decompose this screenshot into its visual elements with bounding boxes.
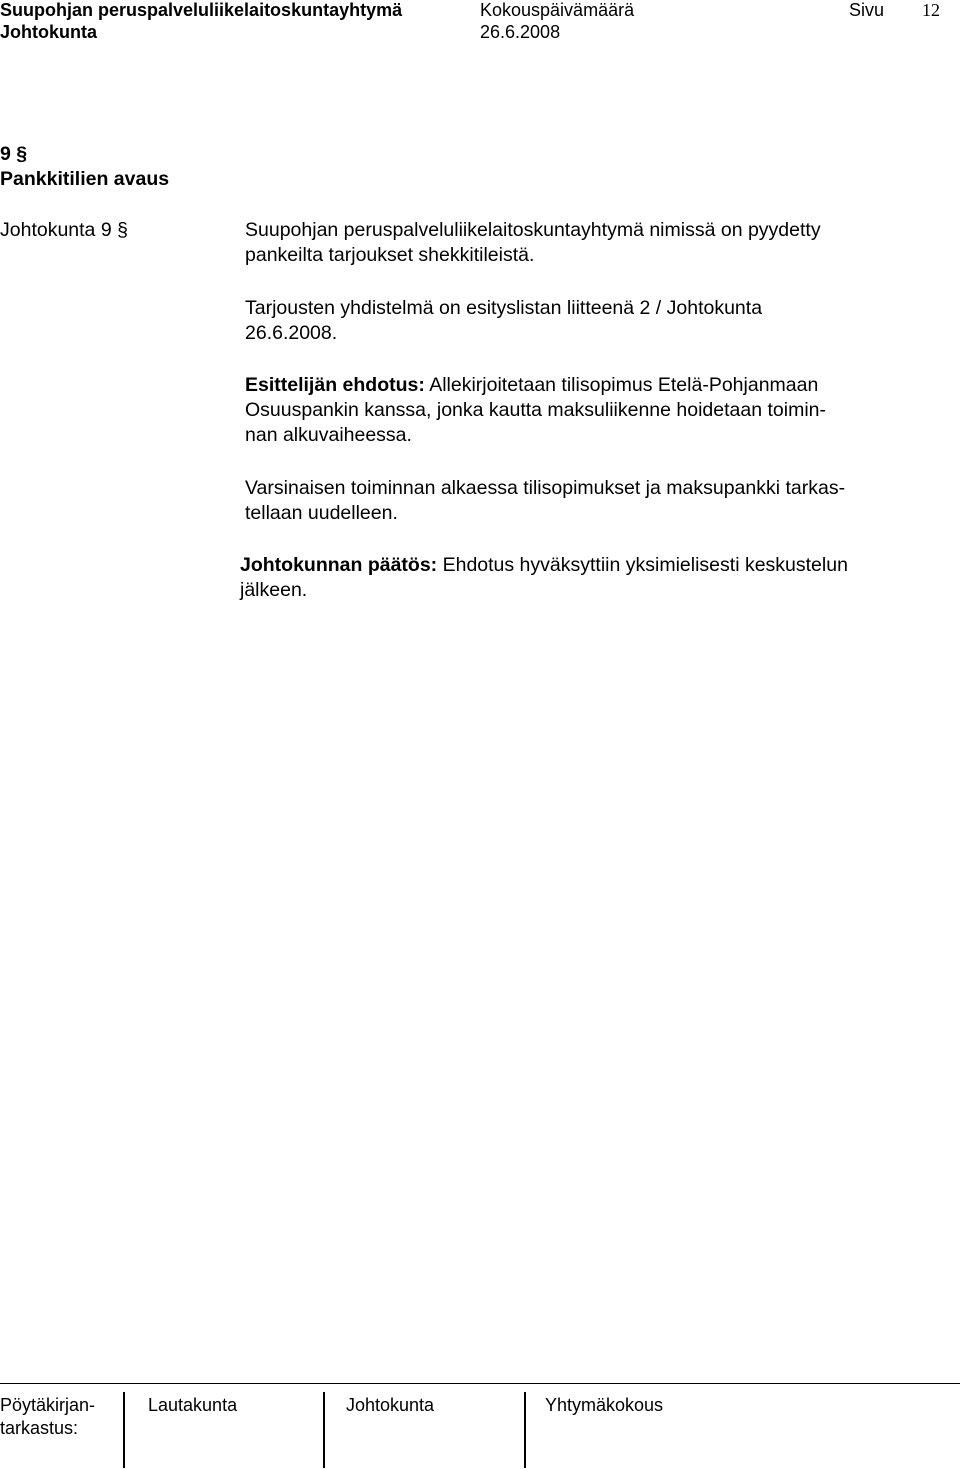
- section-number: 9 §: [0, 143, 28, 165]
- paragraph-request: [245, 218, 955, 268]
- proposal-label: Esittelijän ehdotus:: [245, 374, 425, 396]
- paragraph-proposal: [245, 373, 955, 448]
- header-page-label: Sivu: [849, 0, 885, 20]
- header-meeting-date: 26.6.2008: [480, 22, 561, 42]
- section-title: Pankkitilien avaus: [0, 168, 170, 190]
- footer-col-johtokunta: Johtokunta: [346, 1395, 435, 1415]
- text-line: pankeilta tarjoukset shekkitileistä.: [245, 244, 535, 266]
- proposal-text: Allekirjoitetaan tilisopimus Etelä-Pohjanmaan: [424, 374, 819, 396]
- text-line: Osuuspankin kanssa, jonka kautta maksuliikenne hoidetaan toimin-: [245, 399, 827, 421]
- header-page-number: 12: [922, 0, 940, 20]
- paragraph-attachment: [245, 296, 955, 346]
- decision-label: Johtokunnan päätös:: [240, 554, 438, 576]
- signature-divider: [123, 1392, 125, 1468]
- footer-review-label-1: Pöytäkirjan-: [0, 1395, 96, 1415]
- text-line: tellaan uudelleen.: [245, 502, 398, 524]
- paragraph-decision: [240, 553, 950, 603]
- text-line: [245, 373, 955, 398]
- header-body: Johtokunta: [0, 22, 97, 42]
- signature-divider: [323, 1392, 325, 1468]
- text-line: jälkeen.: [240, 579, 308, 601]
- decision-text: Ehdotus hyväksyttiin yksimielisesti keskustelun: [437, 554, 848, 576]
- text-line: [240, 553, 950, 578]
- footer-col-lautakunta: Lautakunta: [148, 1395, 238, 1415]
- text-line: Tarjousten yhdistelmä on esityslistan liitteenä 2 / Johtokunta: [245, 297, 763, 319]
- text-line: 26.6.2008.: [245, 322, 338, 344]
- text-line: nan alkuvaiheessa.: [245, 424, 412, 446]
- text-line: Varsinaisen toiminnan alkaessa tilisopimukset ja maksupankki tarkas-: [245, 477, 846, 499]
- footer-rule: [0, 1383, 960, 1384]
- footer-review-label-2: tarkastus:: [0, 1418, 79, 1438]
- section-ref: Johtokunta 9 §: [0, 219, 128, 241]
- header-meeting-date-label: Kokouspäivämäärä: [480, 0, 635, 20]
- text-line: Suupohjan peruspalveluliikelaitoskuntayhtymä nimissä on pyydetty: [245, 219, 821, 241]
- signature-divider: [524, 1392, 526, 1468]
- paragraph-later-review: [245, 476, 955, 526]
- footer-col-yhtymakokous: Yhtymäkokous: [545, 1395, 664, 1415]
- header-organization: Suupohjan peruspalveluliikelaitoskuntayhtymä: [0, 0, 403, 20]
